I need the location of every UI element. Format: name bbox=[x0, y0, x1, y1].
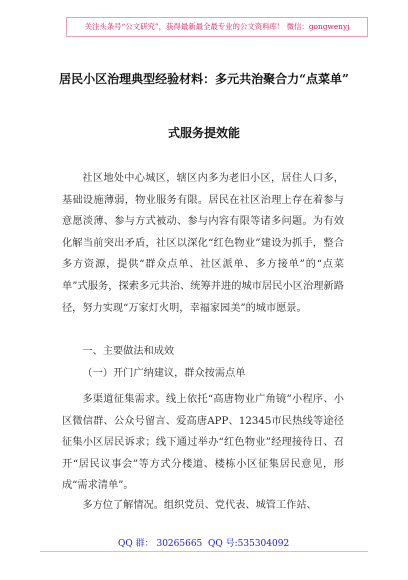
qq-group-label: QQ 群： 30265665 bbox=[118, 539, 203, 549]
body-paragraph: 多渠道征集需求。线上依托“高唐物业广角镜”小程序、小区微信群、公众号留言、爱高唐APP、12345市民热线等途径征集小区居民诉求；线下通过举办“红色物业”经理接待日、召开“居民议事会”等方式分楼道、楼栋小区征集居民意见，形成“需求清单”。 bbox=[62, 394, 344, 492]
document-title: 居民小区治理典型经验材料：多元共治聚合力“点菜单” bbox=[59, 72, 349, 86]
footer-divider bbox=[40, 551, 368, 552]
body-paragraph: 多方位了解情况。组织党员、党代表、城管工作站、 bbox=[82, 500, 317, 511]
qq-number-label: QQ 号:535304092 bbox=[208, 539, 290, 549]
page-footer bbox=[0, 536, 408, 552]
subsection-heading: （一）开门广纳建议，群众按需点单 bbox=[82, 368, 246, 379]
header-banner: 关注头条号“公文研究”，获得最新最全最专业的公文资料库！ 微信：gongwenyj bbox=[66, 17, 368, 37]
document-title-continued: 式服务提效能 bbox=[167, 126, 240, 140]
intro-paragraph: 社区地处中心城区，辖区内多为老旧小区，居住人口多，基础设施薄弱，物业服务有限。居民在社区治理上存在着参与意愿淡薄、参与方式被动、参与内容有限等诸多问题。为有效化解当前突出矛盾，社区以深化“红色物业”建设为抓手，整合多方资源，提供“群众点单、社区派单、多方接单”的“点菜单”式服务，探索多元共治、统筹并进的城市居民小区治理新路径，努力实现“万家灯火明，幸福家园美”的城市愿景。 bbox=[62, 173, 344, 314]
section-heading: 一、主要做法和成效 bbox=[82, 346, 175, 357]
